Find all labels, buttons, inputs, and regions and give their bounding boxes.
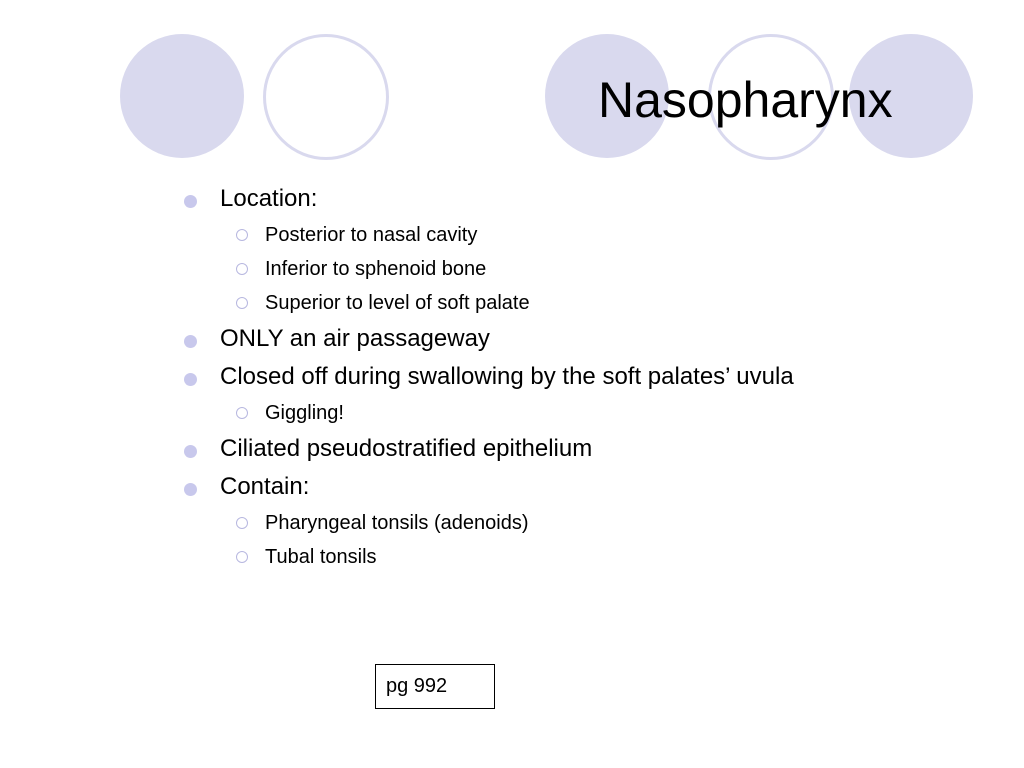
bullet-item	[182, 472, 982, 502]
sub-bullet-item	[182, 510, 982, 536]
bullet-text: Closed off during swallowing by the soft palates’ uvula	[220, 363, 794, 390]
sub-bullet-ring-icon	[236, 297, 248, 309]
bullet-item	[182, 434, 982, 464]
sub-bullet-text: Posterior to nasal cavity	[265, 224, 478, 246]
bullet-dot-icon	[184, 335, 197, 348]
bullet-text: Ciliated pseudostratified epithelium	[220, 435, 593, 462]
bullet-item	[182, 362, 982, 392]
bullet-text: ONLY an air passageway	[220, 325, 490, 352]
sub-bullet-item	[182, 544, 982, 570]
sub-bullet-text: Inferior to sphenoid bone	[265, 258, 487, 280]
decorative-circle-outline	[263, 34, 389, 160]
bullet-text: Location:	[220, 185, 318, 212]
sub-bullet-ring-icon	[236, 263, 248, 275]
decorative-circle-filled	[120, 34, 244, 158]
bullet-dot-icon	[184, 195, 197, 208]
bullet-dot-icon	[184, 483, 197, 496]
sub-bullet-text: Superior to level of soft palate	[265, 292, 530, 314]
bullet-item	[182, 324, 982, 354]
sub-bullet-text: Giggling!	[265, 402, 344, 424]
sub-bullet-item	[182, 222, 982, 248]
sub-bullet-item	[182, 256, 982, 282]
sub-bullet-text: Tubal tonsils	[265, 546, 377, 568]
sub-bullet-text: Pharyngeal tonsils (adenoids)	[265, 512, 529, 534]
sub-bullet-ring-icon	[236, 229, 248, 241]
slide-title: Nasopharynx	[598, 72, 893, 128]
sub-bullet-item	[182, 400, 982, 426]
page-reference-box: pg 992	[375, 664, 495, 709]
sub-bullet-ring-icon	[236, 551, 248, 563]
bullet-list	[182, 180, 982, 570]
bullet-dot-icon	[184, 445, 197, 458]
sub-bullet-ring-icon	[236, 407, 248, 419]
bullet-item	[182, 184, 982, 214]
sub-bullet-item	[182, 290, 982, 316]
bullet-dot-icon	[184, 373, 197, 386]
sub-bullet-ring-icon	[236, 517, 248, 529]
bullet-text: Contain:	[220, 473, 310, 500]
